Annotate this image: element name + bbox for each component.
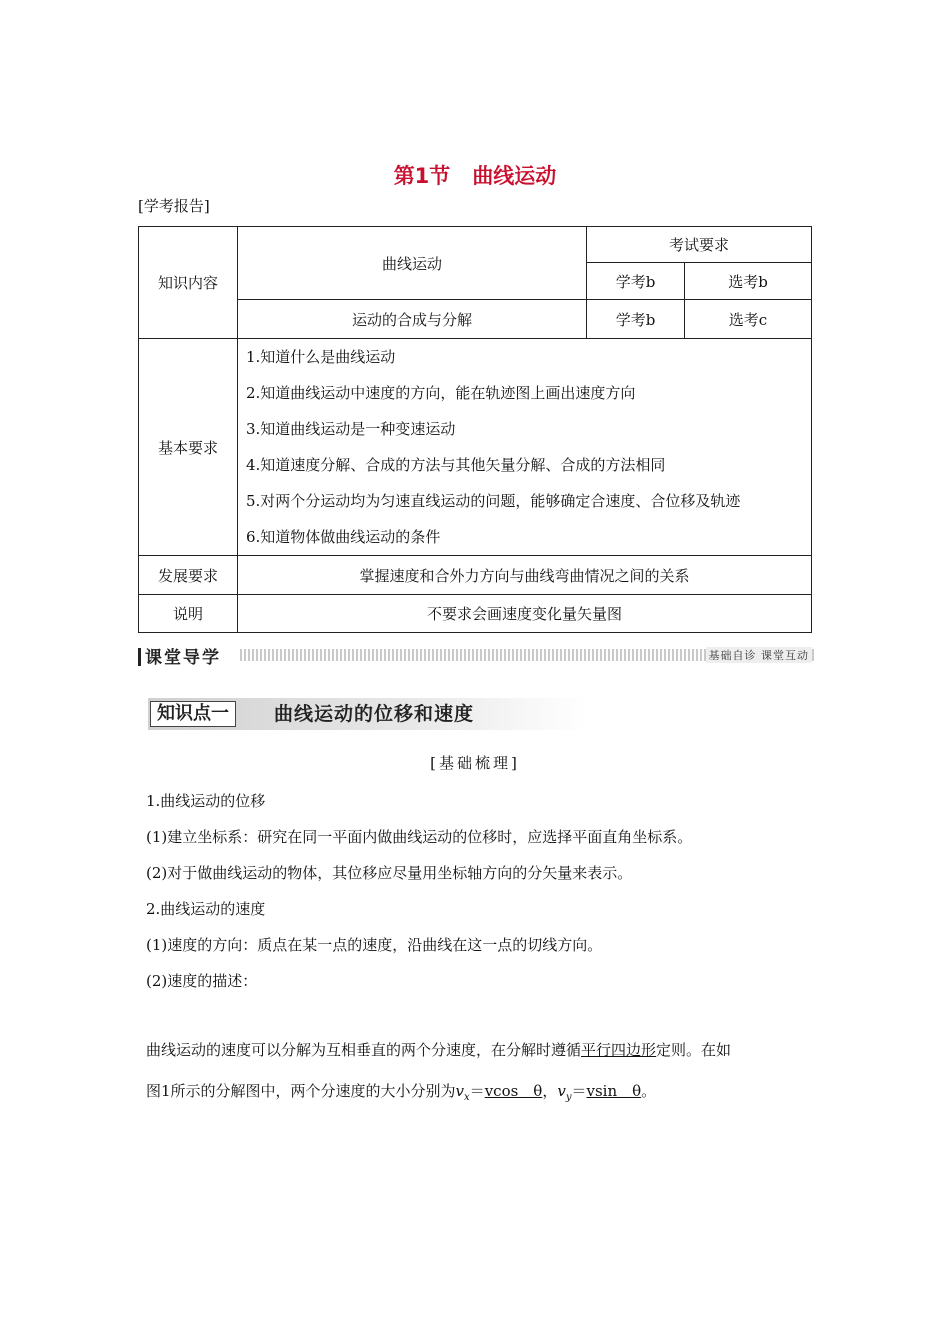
knowledge-point-title: 曲线运动的位移和速度 xyxy=(274,703,475,725)
subheading: [基础梳理] xyxy=(430,754,520,772)
body-paragraph-line: 曲线运动的速度可以分解为互相垂直的两个分速度，在分解时遵循平行四边形定则。在如 xyxy=(146,1041,732,1059)
basic-list xyxy=(238,339,812,556)
knowledge-point-header xyxy=(148,698,588,730)
basic-item: 4.知道速度分解、合成的方法与其他矢量分解、合成的方法相同 xyxy=(246,456,666,474)
note-label: 说明 xyxy=(139,595,238,633)
body-line: (2)速度的描述： xyxy=(146,972,258,990)
banner-tag: 基础自诊 课堂互动 xyxy=(706,647,813,663)
answer-blank: 平行四边形 xyxy=(581,1041,657,1059)
develop-label: 发展要求 xyxy=(139,556,238,595)
basic-item: 3.知道曲线运动是一种变速运动 xyxy=(246,420,456,438)
exam-req-header: 考试要求 xyxy=(587,227,812,263)
section-name: 曲线运动 xyxy=(472,164,557,188)
row2-xue: 学考b xyxy=(587,300,685,339)
section-number: 第1节 xyxy=(393,164,451,188)
row1-xuan: 选考b xyxy=(685,263,812,300)
note-text: 不要求会画速度变化量矢量图 xyxy=(238,595,812,633)
page-title xyxy=(0,160,950,190)
basic-item: 5.对两个分运动均为匀速直线运动的问题，能够确定合速度、合位移及轨迹 xyxy=(246,492,741,510)
vx-symbol: v xyxy=(455,1082,465,1100)
requirements-table xyxy=(138,226,812,633)
vy-symbol: v xyxy=(557,1082,566,1100)
row1-xue: 学考b xyxy=(587,263,685,300)
body-line: 1.曲线运动的位移 xyxy=(146,792,266,810)
body-paragraph-line: 图1所示的分解图中，两个分速度的大小分别为$v_x=vcos$ θ，$v_y=vsin$ θ。 xyxy=(146,1082,657,1103)
row2-xuan: 选考c xyxy=(685,300,812,339)
basic-label: 基本要求 xyxy=(139,339,238,556)
knowledge-label: 知识内容 xyxy=(139,227,238,339)
banner-lead xyxy=(138,643,221,668)
banner-lead-text: 课堂导学 xyxy=(145,648,221,668)
basic-item: 2.知道曲线运动中速度的方向，能在轨迹图上画出速度方向 xyxy=(246,384,636,402)
knowledge-point-box: 知识点一 xyxy=(150,701,236,727)
body-line: (2)对于做曲线运动的物体，其位移应尽量用坐标轴方向的分矢量来表示。 xyxy=(146,864,633,882)
row1-content: 曲线运动 xyxy=(238,227,587,300)
basic-item: 6.知道物体做曲线运动的条件 xyxy=(246,528,441,546)
body-line: 2.曲线运动的速度 xyxy=(146,900,266,918)
body-line: (1)建立坐标系：研究在同一平面内做曲线运动的位移时，应选择平面直角坐标系。 xyxy=(146,828,693,846)
vx-answer: vcos θ xyxy=(484,1082,543,1100)
row2-content: 运动的合成与分解 xyxy=(238,300,587,339)
report-label: [学考报告] xyxy=(138,197,210,215)
body-line: (1)速度的方向：质点在某一点的速度，沿曲线在这一点的切线方向。 xyxy=(146,936,603,954)
vy-answer: vsin θ xyxy=(586,1082,642,1100)
basic-item: 1.知道什么是曲线运动 xyxy=(246,348,396,366)
classroom-banner xyxy=(138,643,816,667)
develop-text: 掌握速度和合外力方向与曲线弯曲情况之间的关系 xyxy=(238,556,812,595)
